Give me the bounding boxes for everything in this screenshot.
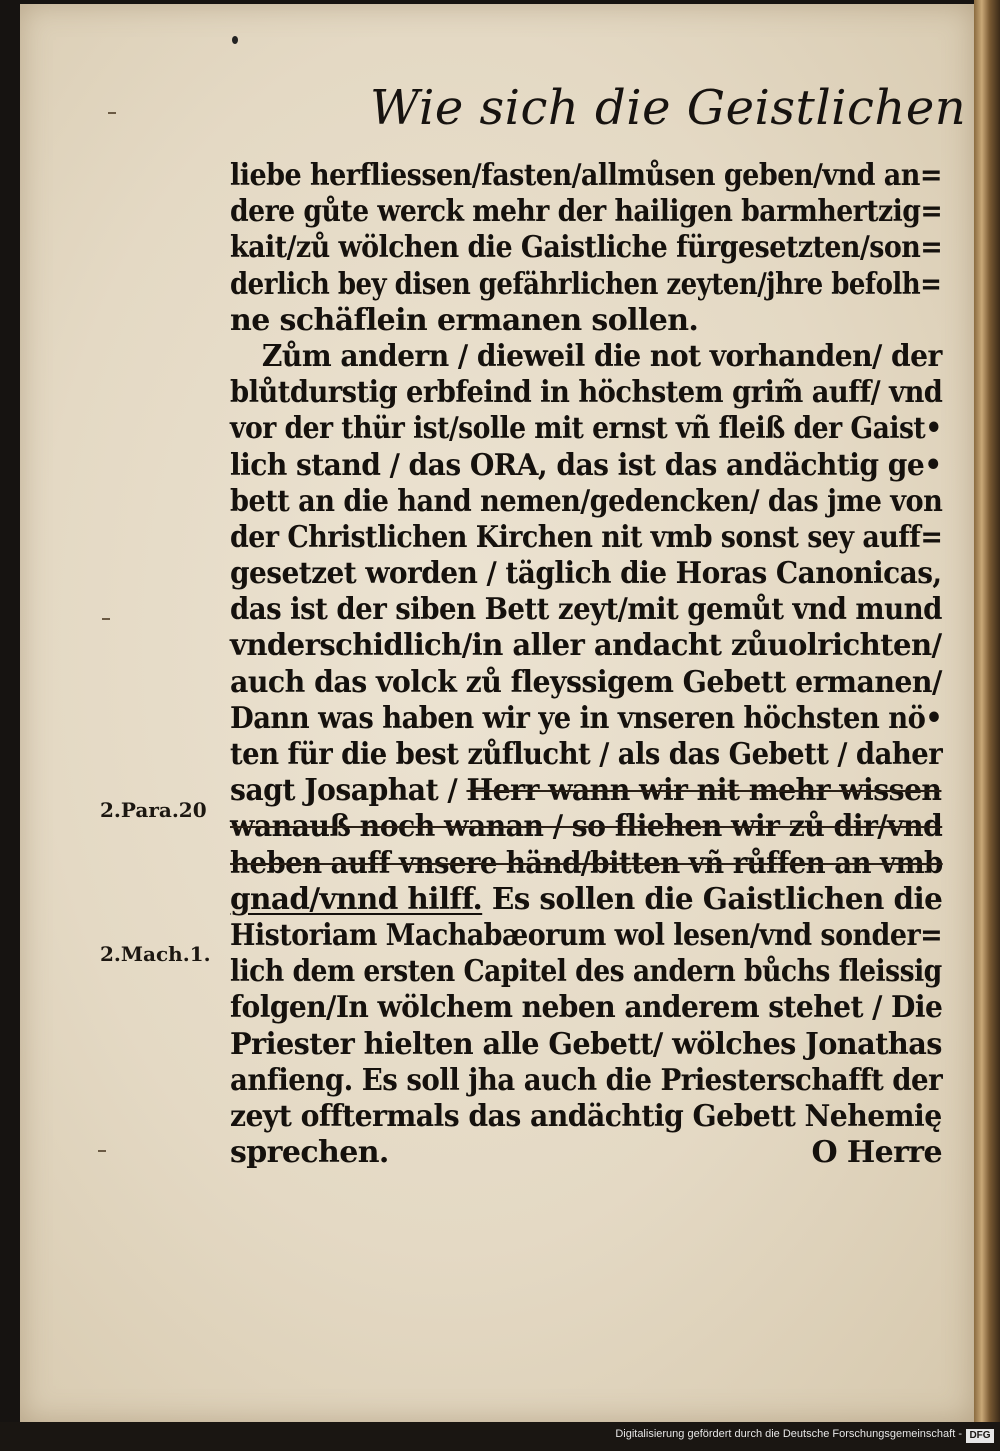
lines-group-before [230,158,942,773]
digitization-credit: Digitalisierung gefördert durch die Deutsche Forschungsgemeinschaft - [615,1428,962,1440]
text-line: der Christlichen Kirchen nit vmb sonst sey auff= [230,519,943,555]
text-line-struck [230,809,943,845]
text-plain: Es sollen die Gaistlichen die [482,881,943,917]
text-line: blůtdurstig erbfeind in höchstem grim̃ auff/ vnd [230,375,943,411]
text-line: gesetzet worden / täglich die Horas Canonicas, [230,556,942,592]
catchword: O Herre [811,1135,942,1171]
text-line: anfieng. Es soll jha auch die Priesterschafft der [230,1062,943,1098]
text-line: Zům andern / dieweil die not vorhanden/ der [261,338,942,374]
text-line: kait/zů wölchen die Gaistliche fürgesetzten/son= [230,230,943,266]
margin-mark [98,1150,106,1152]
text-line: liebe herfliessen/fasten/allmůsen geben/vnd an= [230,158,943,193]
text-line-gnad [230,881,943,918]
text-line: Dann was haben wir ye in vnseren höchsten nö• [230,700,943,736]
margin-note-para: 2.Para.20 [100,798,207,822]
text-line: zeyt offtermals das andächtig Gebett Nehemię [230,1098,942,1134]
text-line: Historiam Machabæorum wol lesen/vnd sonder= [230,917,943,953]
running-head: Wie sich die Geistlichen [370,80,967,136]
text-line: derlich bey disen gefährlichen zeyten/jhre befolh= [230,266,942,302]
body-text [230,158,942,1171]
page-edge-strip [974,0,1000,1430]
text-line: vor der thür ist/solle mit ernst vñ fleiß der Gaist• [230,411,942,447]
text-line: das ist der siben Bett zeyt/mit gemůt vnd mund [230,592,942,628]
text-line: ne schäflein ermanen sollen. [230,302,699,338]
text-line: lich stand / das ORA, das ist das andächtig ge• [230,447,942,483]
text-line: ten für die best zůflucht / als das Gebett / daher [230,737,943,772]
dfg-logo: DFG [966,1429,994,1443]
text-line: dere gůte werck mehr der hailigen barmhertzig= [230,194,943,230]
text-line-josaphat [230,773,942,809]
text-line: folgen/In wölchem neben anderem stehet / Die [230,990,943,1026]
text-line: lich dem ersten Capitel des andern bůchs fleissig [230,954,942,990]
text-struck: wanauß noch wanan / so fliehen wir zů dir/vnd [230,809,943,845]
lines-group-after [230,918,942,1135]
text-final-word: sprechen. [230,1135,389,1171]
margin-mark [102,618,110,620]
text-plain: sagt Josaphat / [230,773,467,809]
text-line-struck [230,845,943,882]
ink-dot [232,36,238,44]
margin-mark [108,112,116,114]
text-line: bett an die hand nemen/gedencken/ das jme von [230,483,943,519]
text-struck: heben auff vnsere händ/bitten vñ růffen an vmb [230,845,943,881]
text-line: vnderschidlich/in aller andacht zůuolrichten/ [230,628,942,664]
text-line: Priester hielten alle Gebett/ wölches Jonathas [230,1026,942,1062]
text-line-final [230,1135,942,1171]
text-underlined: gnad/vnnd hilff. [230,881,483,917]
text-struck: Herr wann wir nit mehr wissen [466,773,942,809]
margin-note-mach: 2.Mach.1. [100,942,211,966]
text-line: auch das volck zů fleyssigem Gebett ermanen/ [230,664,942,700]
